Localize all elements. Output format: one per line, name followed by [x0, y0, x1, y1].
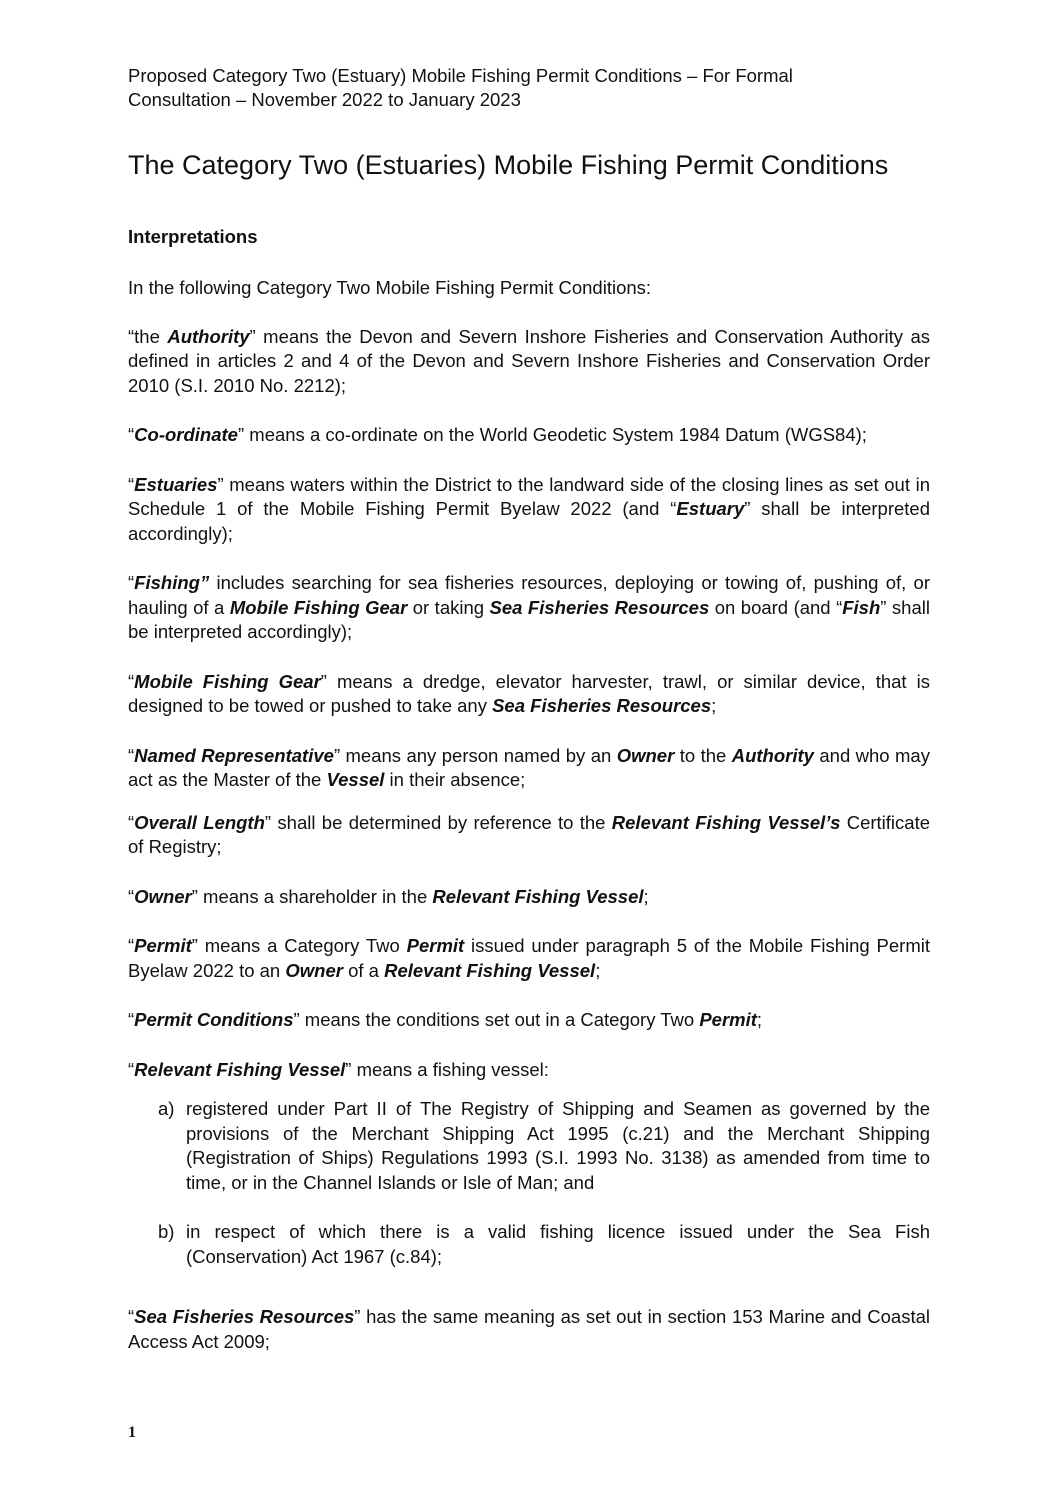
definition-permit-conditions: “Permit Conditions” means the conditions set out in a Category Two Permit; — [128, 1009, 763, 1030]
defined-term: Relevant Fishing Vessel’s — [611, 811, 841, 833]
definition-estuaries: “Estuaries” means waters within the District to the landward side of the closing lines as set out in Schedule 1 of the Mobile Fishing Permit Byelaw 2022 (and “Estuary” shall be interpreted accordingly); — [128, 473, 930, 544]
defined-term: Authority — [731, 744, 814, 766]
intro-paragraph: In the following Category Two Mobile Fishing Permit Conditions: — [128, 277, 652, 298]
defined-term: Estuaries — [134, 473, 218, 495]
header-line-2: Consultation – November 2022 to January 2023 — [128, 89, 521, 110]
list-marker: a) — [158, 1098, 175, 1119]
definition-owner: “Owner” means a shareholder in the Relevant Fishing Vessel; — [128, 885, 649, 907]
list-item-text: in respect of which there is a valid fishing licence issued under the Sea Fish (Conservation) Act 1967 (c.84); — [186, 1221, 930, 1267]
definition-named-representative: “Named Representative” means any person named by an Owner to the Authority and who may act as the Master of the Vessel in their absence; — [128, 744, 930, 790]
defined-term: Owner — [616, 744, 675, 766]
list-item — [128, 1220, 930, 1269]
defined-term: Relevant Fishing Vessel — [432, 885, 644, 907]
defined-term: Permit Conditions — [134, 1009, 294, 1030]
defined-term: Sea Fisheries Resources — [489, 596, 710, 618]
defined-term: Estuary — [676, 498, 745, 519]
defined-term: Fishing” — [134, 572, 210, 593]
page-number: 1 — [128, 1424, 136, 1441]
defined-term: Overall Length — [134, 811, 265, 833]
defined-term: Fish — [842, 596, 881, 618]
definition-sea-fisheries-resources: “Sea Fisheries Resources” has the same meaning as set out in section 153 Marine and Coastal Access Act 2009; — [128, 1306, 930, 1352]
definition-fishing: “Fishing” includes searching for sea fisheries resources, deploying or towing of, pushing of, or hauling of a Mobile Fishing Gear or taking Sea Fisheries Resources on board (and “Fish” shall be interpreted accordingly); — [128, 572, 930, 642]
defined-term: Mobile Fishing Gear — [229, 596, 408, 618]
defined-term: Permit — [134, 935, 192, 956]
defined-term: Sea Fisheries Resources — [134, 1306, 355, 1327]
defined-term: Permit — [699, 1009, 757, 1030]
document-header — [128, 64, 888, 112]
definition-mobile-fishing-gear: “Mobile Fishing Gear” means a dredge, elevator harvester, trawl, or similar device, that is designed to be towed or pushed to take any Sea Fisheries Resources; — [128, 670, 930, 716]
defined-term: Authority — [167, 325, 250, 347]
page-title: The Category Two (Estuaries) Mobile Fishing Permit Conditions — [128, 150, 889, 180]
defined-term: Relevant Fishing Vessel — [134, 1058, 346, 1080]
list-marker: b) — [158, 1221, 175, 1242]
definition-coordinate: “Co-ordinate” means a co-ordinate on the World Geodetic System 1984 Datum (WGS84); — [128, 424, 867, 445]
header-line-1: Proposed Category Two (Estuary) Mobile Fishing Permit Conditions – For Formal — [128, 65, 793, 86]
defined-term: Sea Fisheries Resources — [492, 695, 712, 716]
defined-term: Owner — [285, 959, 343, 981]
defined-term: Co-ordinate — [134, 424, 238, 445]
defined-term: Mobile Fishing Gear — [134, 670, 321, 692]
definitions-body — [128, 276, 930, 1379]
definition-authority: “the Authority” means the Devon and Severn Inshore Fisheries and Conservation Authority as defined in articles 2 and 4 of the Devon and Severn Inshore Fisheries and Conservation Order 2010 (S.I. 2010 No. 2212); — [128, 325, 930, 396]
defined-term: Permit — [406, 935, 465, 956]
defined-term: Owner — [134, 885, 192, 907]
vessel-criteria-list — [128, 1097, 930, 1269]
definition-overall-length: “Overall Length” shall be determined by reference to the Relevant Fishing Vessel’s Certificate of Registry; — [128, 811, 931, 857]
defined-term: Named Representative — [134, 744, 334, 766]
section-heading: Interpretations — [128, 226, 258, 247]
defined-term: Relevant Fishing Vessel — [384, 959, 596, 981]
list-item-text: registered under Part II of The Registry of Shipping and Seamen as governed by the provisions of the Merchant Shipping Act 1995 (c.21) and the Merchant Shipping (Registration of Ships) Regulations 1993 (S.I. 1993 No. 3138) as amended from time to time, or in the Channel Islands or Isle of Man; and — [186, 1098, 930, 1193]
definition-relevant-fishing-vessel: “Relevant Fishing Vessel” means a fishing vessel: — [128, 1058, 549, 1080]
list-item — [128, 1097, 930, 1195]
definition-permit: “Permit” means a Category Two Permit issued under paragraph 5 of the Mobile Fishing Permit Byelaw 2022 to an Owner of a Relevant Fishing Vessel; — [128, 935, 930, 981]
defined-term: Vessel — [326, 769, 385, 790]
